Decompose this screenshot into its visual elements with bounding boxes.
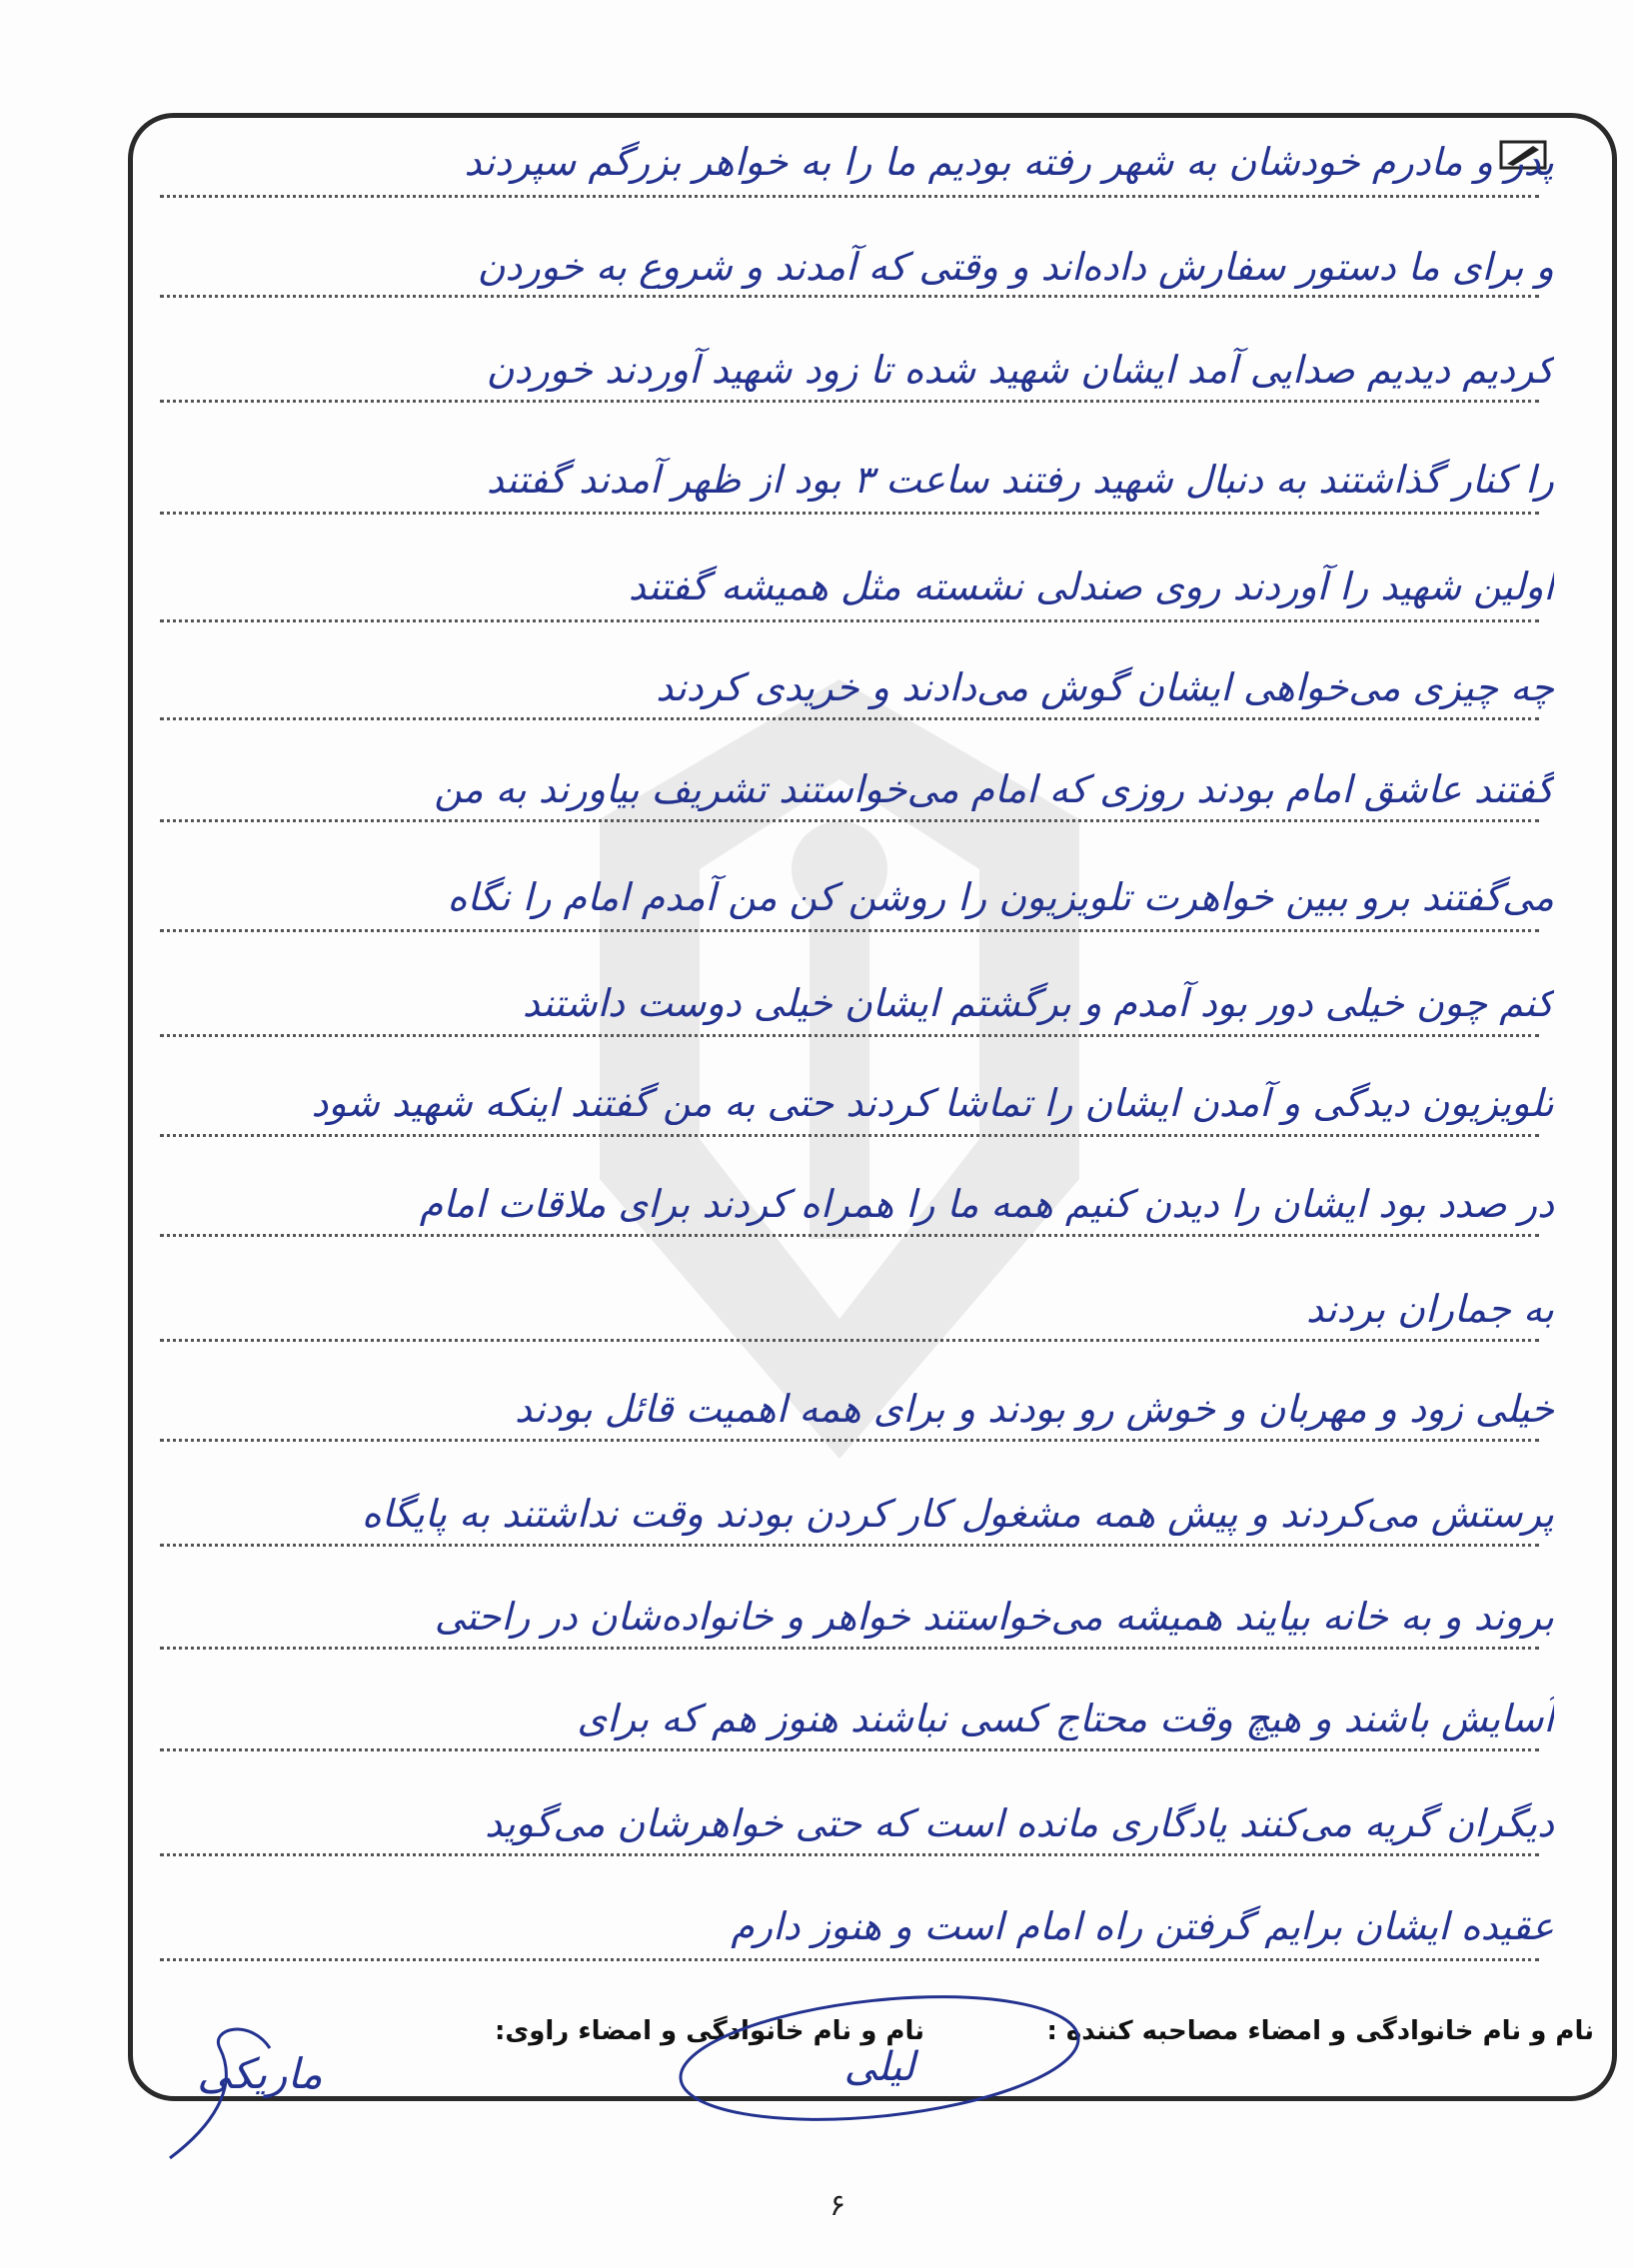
interviewer-signature-text: لیلی xyxy=(843,2044,915,2090)
handwritten-line: کردیم دیدیم صدایی آمد ایشان شهید شده تا زود شهید آوردند خوردن xyxy=(486,348,1554,392)
handwritten-line: خیلی زود و مهربان و خوش رو بودند و برای همه اهمیت قائل بودند xyxy=(515,1387,1554,1431)
handwritten-line: آسایش باشند و هیچ وقت محتاج کسی نباشند هنوز هم که برای xyxy=(577,1697,1554,1740)
ruled-line xyxy=(160,1439,1539,1442)
ruled-line xyxy=(160,1853,1539,1856)
handwritten-line: اولین شهید را آوردند روی صندلی نشسته مثل همیشه گفتند xyxy=(628,565,1554,608)
ruled-line xyxy=(160,512,1539,515)
ruled-line xyxy=(160,1034,1539,1037)
ruled-line xyxy=(160,1234,1539,1237)
handwritten-line: را کنار گذاشتند به دنبال شهید رفتند ساعت ۳ بود از ظهر آمدند گفتند xyxy=(486,458,1554,502)
narrator-signature-text: ماریکی xyxy=(197,2049,323,2098)
ruled-line xyxy=(160,1647,1539,1650)
ruled-line xyxy=(160,1958,1539,1961)
handwritten-line: بروند و به خانه بیایند همیشه می‌خواستند خواهر و خانواده‌شان در راحتی xyxy=(434,1595,1554,1639)
ruled-line xyxy=(160,1339,1539,1342)
handwritten-line: می‌گفتند برو ببین خواهرت تلویزیون را روشن کن من آمدم امام را نگاه xyxy=(447,875,1554,919)
ruled-line xyxy=(160,195,1539,198)
handwritten-line: عقیده ایشان برایم گرفتن راه امام است و هنوز دارم xyxy=(731,1904,1554,1948)
ruled-line xyxy=(160,1134,1539,1137)
handwritten-line: به جماران بردند xyxy=(1306,1287,1554,1331)
ruled-line xyxy=(160,819,1539,822)
handwritten-line: پرستش می‌کردند و پیش همه مشغول کار کردن بودند وقت نداشتند به پایگاه xyxy=(361,1492,1554,1536)
narrator-signature xyxy=(150,2008,360,2178)
handwritten-line: پدر و مادرم خودشان به شهر رفته بودیم ما را به خواهر بزرگم سپردند xyxy=(464,140,1554,184)
ruled-line xyxy=(160,619,1539,622)
ruled-line xyxy=(160,1748,1539,1751)
page-number: ۶ xyxy=(829,2188,846,2223)
handwritten-line: تلویزیون دیدگی و آمدن ایشان را تماشا کردند حتی به من گفتند اینکه شهید شود xyxy=(311,1081,1554,1125)
handwritten-line: گفتند عاشق امام بودند روزی که امام می‌خواستند تشریف بیاورند به من xyxy=(434,767,1554,811)
handwritten-line: دیگران گریه می‌کنند یادگاری مانده است که حتی خواهرشان می‌گوید xyxy=(485,1801,1554,1845)
ruled-line xyxy=(160,717,1539,720)
ruled-line xyxy=(160,1544,1539,1547)
interviewer-signature xyxy=(660,1988,1099,2128)
ruled-line xyxy=(160,295,1539,298)
ruled-line xyxy=(160,929,1539,932)
handwritten-line: در صدد بود ایشان را دیدن کنیم همه ما را همراه کردند برای ملاقات امام xyxy=(419,1182,1554,1226)
narrator-signature-label: نام و نام خانوادگی و امضاء راوی: xyxy=(495,2016,924,2046)
handwritten-line: کنم چون خیلی دور بود آمدم و برگشتم ایشان خیلی دوست داشتند xyxy=(522,981,1554,1025)
ruled-line xyxy=(160,400,1539,403)
handwritten-line: چه چیزی می‌خواهی ایشان گوش می‌دادند و خریدی کردند xyxy=(656,665,1554,709)
handwritten-line: و برای ما دستور سفارش داده‌اند و وقتی که آمدند و شروع به خوردن xyxy=(477,245,1554,289)
interviewer-signature-label: نام و نام خانوادگی و امضاء مصاحبه کننده : xyxy=(1046,2016,1594,2046)
